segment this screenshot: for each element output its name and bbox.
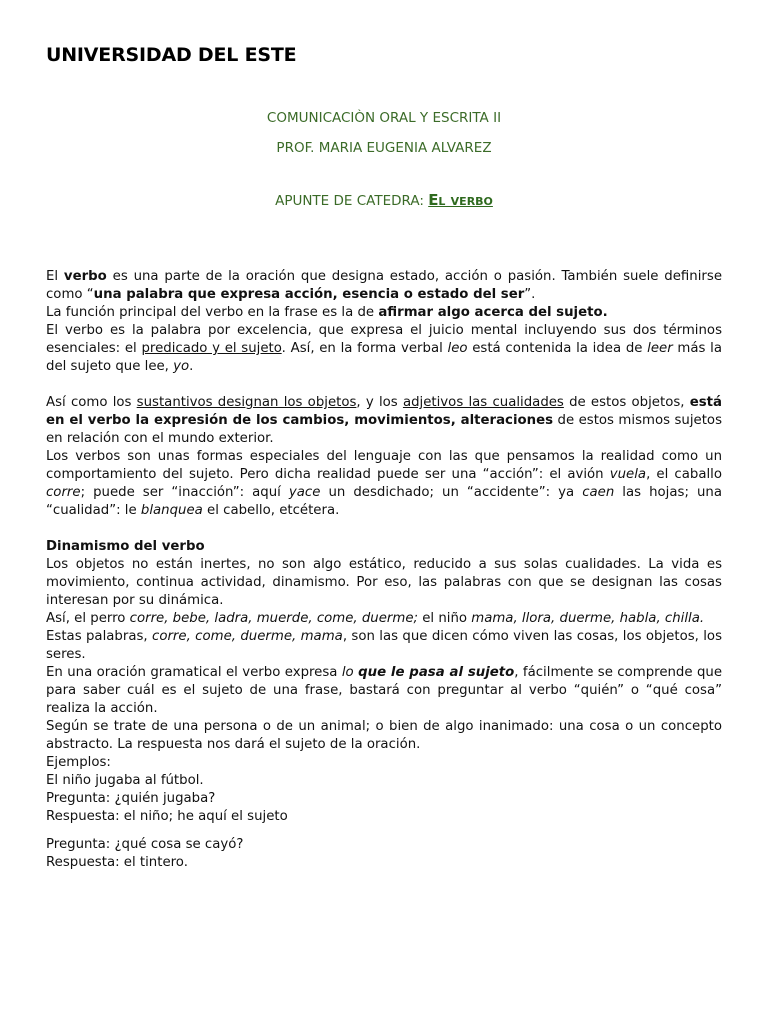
examples-label: Ejemplos: bbox=[46, 755, 111, 770]
paragraph: En una oración gramatical el verbo expresa lo que le pasa al sujeto, fácilmente se comprende que para saber cuál es el sujeto de una frase, bastará con preguntar al verbo “quién” o “qué cosa” realiza la acción. bbox=[46, 665, 723, 716]
paragraph: Así como los sustantivos designan los objetos, y los adjetivos las cualidades de estos objetos, está en el verbo la expresión de los cambios, movimientos, alteraciones de estos mismos sujetos en relación con el mundo exterior. bbox=[46, 395, 722, 446]
example-line: El niño jugaba al fútbol. bbox=[46, 773, 204, 788]
apunte-prefix: APUNTE DE CATEDRA: bbox=[275, 193, 424, 209]
paragraph: Según se trate de una persona o de un animal; o bien de algo inanimado: una cosa o un concepto abstracto. La respuesta nos dará el sujeto de la oración. bbox=[46, 719, 722, 752]
example-line: Pregunta: ¿quién jugaba? bbox=[46, 791, 216, 806]
course-title: COMUNICACIÒN ORAL Y ESCRITA II bbox=[266, 110, 502, 126]
document-body bbox=[46, 268, 722, 872]
paragraph: El verbo es una parte de la oración que designa estado, acción o pasión. También suele definirse como “una palabra que expresa acción, esencia o estado del ser”. bbox=[46, 269, 723, 302]
professor-name: PROF. MARIA EUGENIA ALVAREZ bbox=[276, 140, 492, 156]
paragraph: El verbo es la palabra por excelencia, que expresa el juicio mental incluyendo sus dos términos esenciales: el predicado y el sujeto. Así, en la forma verbal leo está contenida la idea de leer más la del sujeto que lee, yo. bbox=[46, 323, 722, 374]
apunte-line bbox=[46, 191, 722, 209]
paragraph: La función principal del verbo en la frase es la de afirmar algo acerca del sujeto. bbox=[46, 305, 608, 320]
example-line: Pregunta: ¿qué cosa se cayó? bbox=[46, 837, 244, 852]
section-heading: Dinamismo del verbo bbox=[46, 539, 205, 554]
paragraph: Estas palabras, corre, come, duerme, mama, son las que dicen cómo viven las cosas, los objetos, los seres. bbox=[46, 629, 722, 662]
example-line: Respuesta: el niño; he aquí el sujeto bbox=[46, 809, 288, 824]
paragraph: Así, el perro corre, bebe, ladra, muerde, come, duerme; el niño mama, llora, duerme, habla, chilla. bbox=[46, 611, 705, 626]
paragraph: Los objetos no están inertes, no son algo estático, reducido a sus solas cualidades. La vida es movimiento, continua actividad, dinamismo. Por eso, las palabras con que se designan las cosas interesan por su dinámica. bbox=[46, 557, 722, 608]
topic-title: El verbo bbox=[428, 191, 493, 209]
paragraph: Los verbos son unas formas especiales del lenguaje con las que pensamos la realidad como un comportamiento del sujeto. Pero dicha realidad puede ser una “acción”: el avión vuela, el caballo corre; puede ser “inacción”: aquí yace un desdichado; un “accidente”: ya caen las hojas; una “cualidad”: le blanquea el cabello, etcétera. bbox=[46, 449, 722, 518]
university-title: UNIVERSIDAD DEL ESTE bbox=[46, 44, 297, 66]
example-line: Respuesta: el tintero. bbox=[46, 855, 188, 870]
